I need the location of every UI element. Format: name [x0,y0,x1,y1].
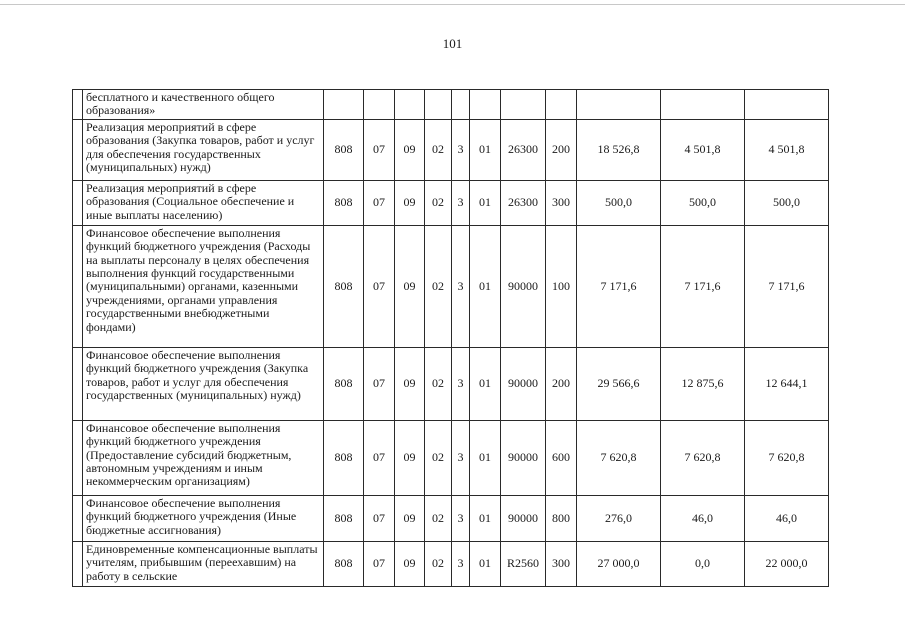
code-subprogram-cell: 3 [452,347,470,420]
code-subsection-cell: 09 [395,347,425,420]
amount-cell: 7 171,6 [745,225,829,347]
amount-cell: 18 526,8 [577,119,661,180]
amount-cell: 4 501,8 [745,119,829,180]
scan-edge-line [0,4,905,5]
code-section-cell: 07 [364,225,395,347]
amount-cell: 500,0 [745,180,829,225]
page-number: 101 [442,36,463,51]
code-direction-cell: R2560 [501,541,546,586]
description-cell: бесплатного и качественного общего образования» [83,90,324,120]
code-section-cell: 07 [364,119,395,180]
code-subsection-cell: 09 [395,541,425,586]
description-cell: Реализация мероприятий в сфере образования (Закупка товаров, работ и услуг для обеспечения государственных (муниципальных) нужд) [83,119,324,180]
code-program-cell: 02 [425,495,452,541]
amount-cell: 500,0 [661,180,745,225]
code-ministry-cell: 808 [324,541,364,586]
amount-cell: 12 875,6 [661,347,745,420]
code-main-event-cell: 01 [470,119,501,180]
code-ministry-cell [324,90,364,120]
code-direction-cell: 90000 [501,347,546,420]
amount-cell: 7 171,6 [661,225,745,347]
row-number-cell [73,541,83,586]
code-section-cell [364,90,395,120]
amount-cell: 7 620,8 [661,420,745,495]
amount-cell: 0,0 [661,541,745,586]
code-subsection-cell: 09 [395,225,425,347]
code-subprogram-cell: 3 [452,119,470,180]
table-row [73,541,829,586]
code-subprogram-cell: 3 [452,225,470,347]
table-row [73,180,829,225]
code-subprogram-cell: 3 [452,180,470,225]
row-number-cell [73,225,83,347]
code-expense-type-cell: 300 [546,180,577,225]
amount-cell: 7 171,6 [577,225,661,347]
code-subsection-cell [395,90,425,120]
description-cell: Реализация мероприятий в сфере образования (Социальное обеспечение и иные выплаты населению) [83,180,324,225]
description-cell: Единовременные компенсационные выплаты учителям, прибывшим (переехавшим) на работу в сельские [83,541,324,586]
code-subprogram-cell: 3 [452,541,470,586]
code-subprogram-cell: 3 [452,495,470,541]
amount-cell: 29 566,6 [577,347,661,420]
code-program-cell: 02 [425,180,452,225]
code-expense-type-cell: 800 [546,495,577,541]
description-cell: Финансовое обеспечение выполнения функций бюджетного учреждения (Предоставление субсидий бюджетным, автономным учреждениям и иным некоммерческим организациям) [83,420,324,495]
code-section-cell: 07 [364,347,395,420]
code-subprogram-cell [452,90,470,120]
code-ministry-cell: 808 [324,347,364,420]
description-cell: Финансовое обеспечение выполнения функций бюджетного учреждения (Закупка товаров, работ и услуг для обеспечения государственных (муниципальных) нужд) [83,347,324,420]
code-program-cell: 02 [425,119,452,180]
code-ministry-cell: 808 [324,495,364,541]
code-ministry-cell: 808 [324,225,364,347]
code-program-cell [425,90,452,120]
amount-cell: 46,0 [745,495,829,541]
table-row [73,119,829,180]
code-main-event-cell: 01 [470,420,501,495]
row-number-cell [73,119,83,180]
amount-cell: 22 000,0 [745,541,829,586]
code-main-event-cell: 01 [470,495,501,541]
code-expense-type-cell: 100 [546,225,577,347]
code-expense-type-cell [546,90,577,120]
description-cell: Финансовое обеспечение выполнения функций бюджетного учреждения (Расходы на выплаты персоналу в целях обеспечения выполнения функций государственными (муниципальными) органами, казенными учреждениями, органами управления государственными внебюджетными фондами) [83,225,324,347]
code-ministry-cell: 808 [324,180,364,225]
row-number-cell [73,347,83,420]
amount-cell: 12 644,1 [745,347,829,420]
code-ministry-cell: 808 [324,420,364,495]
table-row [73,90,829,120]
amount-cell [661,90,745,120]
amount-cell: 46,0 [661,495,745,541]
code-expense-type-cell: 300 [546,541,577,586]
code-subsection-cell: 09 [395,495,425,541]
budget-table [72,89,829,587]
table-row [73,225,829,347]
amount-cell: 27 000,0 [577,541,661,586]
code-subprogram-cell: 3 [452,420,470,495]
row-number-cell [73,90,83,120]
code-direction-cell: 90000 [501,495,546,541]
amount-cell: 4 501,8 [661,119,745,180]
amount-cell: 276,0 [577,495,661,541]
table-row [73,495,829,541]
code-section-cell: 07 [364,420,395,495]
code-subsection-cell: 09 [395,420,425,495]
code-program-cell: 02 [425,225,452,347]
code-main-event-cell [470,90,501,120]
code-direction-cell: 90000 [501,225,546,347]
code-expense-type-cell: 600 [546,420,577,495]
description-cell: Финансовое обеспечение выполнения функций бюджетного учреждения (Иные бюджетные ассигнования) [83,495,324,541]
code-main-event-cell: 01 [470,347,501,420]
code-program-cell: 02 [425,420,452,495]
amount-cell: 500,0 [577,180,661,225]
table-row [73,347,829,420]
code-direction-cell: 90000 [501,420,546,495]
code-expense-type-cell: 200 [546,119,577,180]
code-direction-cell: 26300 [501,180,546,225]
code-direction-cell: 26300 [501,119,546,180]
row-number-cell [73,420,83,495]
row-number-cell [73,180,83,225]
amount-cell [577,90,661,120]
code-main-event-cell: 01 [470,225,501,347]
code-subsection-cell: 09 [395,119,425,180]
code-section-cell: 07 [364,180,395,225]
table-row [73,420,829,495]
table-body [73,90,829,587]
code-section-cell: 07 [364,495,395,541]
amount-cell: 7 620,8 [577,420,661,495]
code-program-cell: 02 [425,347,452,420]
row-number-cell [73,495,83,541]
code-main-event-cell: 01 [470,180,501,225]
code-program-cell: 02 [425,541,452,586]
code-main-event-cell: 01 [470,541,501,586]
code-section-cell: 07 [364,541,395,586]
code-direction-cell [501,90,546,120]
amount-cell [745,90,829,120]
code-subsection-cell: 09 [395,180,425,225]
code-ministry-cell: 808 [324,119,364,180]
code-expense-type-cell: 200 [546,347,577,420]
amount-cell: 7 620,8 [745,420,829,495]
